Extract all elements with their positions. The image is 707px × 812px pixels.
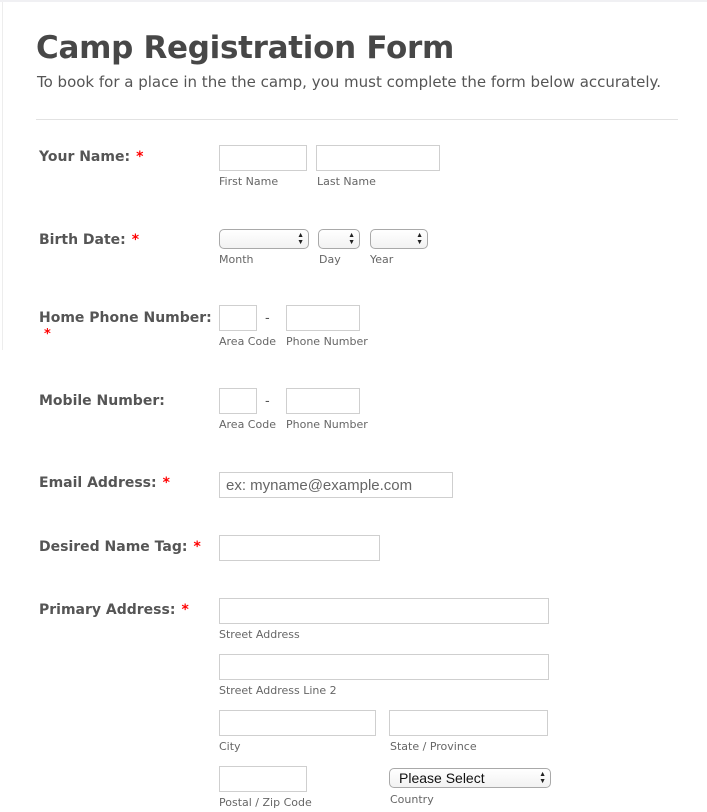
home-area-code-input[interactable] [219,305,257,331]
name-tag-input[interactable] [219,535,380,561]
required-marker: * [193,539,201,555]
phone-separator: - [265,394,270,409]
birth-month-select[interactable] [219,229,309,249]
street-address-input[interactable] [219,598,549,624]
select-arrows-icon: ▲ ▼ [297,232,304,246]
state-province-sublabel: State / Province [390,740,477,753]
required-marker: * [131,232,140,248]
page-title: Camp Registration Form [36,30,454,66]
area-code-sublabel: Area Code [219,418,276,431]
birth-year-select[interactable] [370,229,428,249]
phone-separator: - [265,311,270,326]
first-name-input[interactable] [219,145,307,171]
phone-number-sublabel: Phone Number [286,418,368,431]
required-marker: * [136,149,144,165]
page-left-edge [2,2,3,350]
mobile-phone-number-input[interactable] [286,388,360,414]
street-address-line2-sublabel: Street Address Line 2 [219,684,337,697]
city-sublabel: City [219,740,241,753]
birth-date-label: Birth Date: * [39,232,140,248]
first-name-sublabel: First Name [219,175,279,188]
mobile-area-code-input[interactable] [219,388,257,414]
primary-address-label: Primary Address: * [39,602,189,618]
year-sublabel: Year [370,253,394,266]
home-phone-label: Home Phone Number: [39,310,212,326]
day-sublabel: Day [319,253,341,266]
form-description: To book for a place in the the camp, you must complete the form below accurately. [37,73,662,91]
page-top-edge [0,0,707,2]
month-sublabel: Month [219,253,254,266]
birth-day-select[interactable] [318,229,360,249]
mobile-number-label: Mobile Number: [39,393,165,409]
postal-code-sublabel: Postal / Zip Code [219,796,312,809]
header-divider [36,119,678,120]
required-marker: * [162,475,170,491]
state-province-input[interactable] [389,710,548,736]
email-label: Email Address: * [39,475,170,491]
area-code-sublabel: Area Code [219,335,276,348]
select-arrows-icon: ▲ ▼ [348,232,355,246]
street-address-line2-input[interactable] [219,654,549,680]
name-label: Your Name: * [39,149,144,165]
last-name-input[interactable] [316,145,440,171]
name-tag-label: Desired Name Tag: * [39,539,201,555]
required-marker: * [44,327,51,342]
email-input[interactable] [219,472,453,498]
last-name-sublabel: Last Name [317,175,376,188]
select-arrows-icon: ▲ ▼ [539,771,546,785]
postal-code-input[interactable] [219,766,307,792]
select-arrows-icon: ▲ ▼ [416,232,423,246]
home-phone-number-input[interactable] [286,305,360,331]
city-input[interactable] [219,710,376,736]
required-marker: * [181,602,189,618]
phone-number-sublabel: Phone Number [286,335,368,348]
street-address-sublabel: Street Address [219,628,300,641]
country-sublabel: Country [390,793,434,806]
country-select[interactable]: Please Select ▲ ▼ [389,768,551,788]
